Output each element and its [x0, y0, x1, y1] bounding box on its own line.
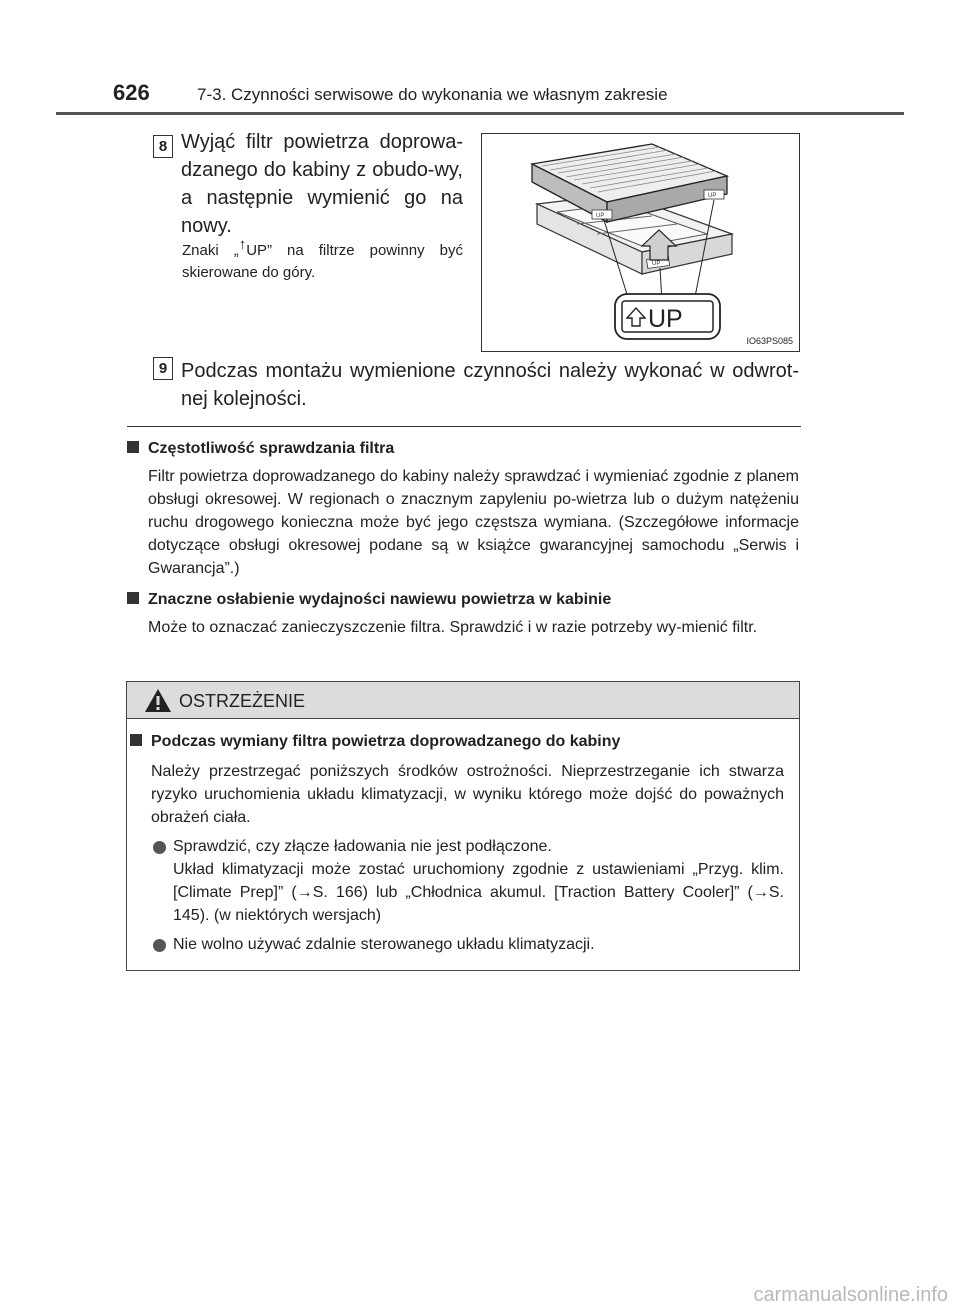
callout-up-label: UP [648, 305, 683, 333]
warning-subheading [130, 733, 620, 751]
warning-bullet-1-line-1: Sprawdzić, czy złącze ładowania nie jest podłączone. [173, 838, 552, 855]
warning-bullet-2: Nie wolno używać zdalnie sterowanego układu klimatyzacji. [173, 936, 595, 953]
warning-title: OSTRZEŻENIE [179, 691, 306, 711]
tray-up-label: UP [652, 261, 661, 267]
note-text-end: UP” na filtrze powinny być skierowane do góry. [182, 242, 464, 281]
step-9-badge: 9 [153, 357, 173, 380]
watermark: carmanualsonline.info [753, 1284, 948, 1306]
warning-triangle-icon [144, 688, 172, 713]
airflow-text: Może to oznaczać zanieczyszczenie filtra. Sprawdzić i w razie potrzeby wy-mienić filtr. [148, 619, 758, 636]
warning-intro: Należy przestrzegać poniższych środków ostrożności. Nieprzestrzeganie ich stwarza ryzyko uruchomienia układu klimatyzacji, w wyniku którego może dojść do poważnych obrażeń ciała. [151, 763, 784, 826]
up-arrow-icon: ↑ [238, 236, 247, 253]
filter-drawing [482, 134, 799, 351]
section-title: 7-3. Czynności serwisowe do wykonania we własnym zakresie [197, 85, 668, 104]
section-divider [127, 426, 801, 427]
airflow-heading [127, 591, 611, 609]
filter-up-label-right: UP [708, 193, 717, 199]
step-9-text: Podczas montażu wymienione czynności należy wykonać w odwrot-nej kolejności. [181, 360, 799, 410]
square-bullet-icon [127, 441, 139, 453]
bullet-dot-icon [153, 939, 166, 952]
note-text-start: Znaki „ [182, 242, 239, 259]
warning-subheading-text: Podczas wymiany filtra powietrza doprowadzanego do kabiny [151, 733, 621, 750]
filter-up-label-left: UP [596, 213, 605, 219]
figure-code: IO63PS085 [746, 336, 793, 346]
warning-header [127, 682, 799, 719]
cabin-filter-illustration [481, 133, 800, 352]
header-divider [56, 112, 904, 115]
square-bullet-icon [127, 592, 139, 604]
step-8-text: Wyjąć filtr powietrza doprowa-dzanego do kabiny z obudo-wy, a następnie wymienić go na nowy. [181, 131, 463, 237]
warning-bullet-1-line-2: Układ klimatyzacji może zostać uruchomiony zgodnie z ustawieniami „Przyg. klim. [Climate Prep]” (→S. 166) lub „Chłodnica akumul. [Traction Battery Cooler]” (→S. 145). (w niektórych wersjach) [173, 861, 784, 924]
square-bullet-icon [130, 734, 142, 746]
frequency-heading [127, 440, 394, 458]
frequency-text: Filtr powietrza doprowadzanego do kabiny należy sprawdzać i wymieniać zgodnie z planem obsługi okresowej. W regionach o znacznym zapyleniu po-wietrza lub o dużym natężeniu ruchu drogowego konieczna może być jego częstsza wymiana. (Szczegółowe informacje dotyczące obsługi okresowej podane są w książce gwarancyjnej samochodu „Serwis i Gwarancja”.) [148, 468, 799, 577]
bullet-dot-icon [153, 841, 166, 854]
airflow-heading-text: Znaczne osłabienie wydajności nawiewu powietrza w kabinie [148, 591, 612, 608]
frequency-heading-text: Częstotliwość sprawdzania filtra [148, 440, 395, 457]
step-8-note [182, 236, 464, 284]
page-number: 626 [113, 80, 150, 105]
step-8-badge: 8 [153, 135, 173, 158]
